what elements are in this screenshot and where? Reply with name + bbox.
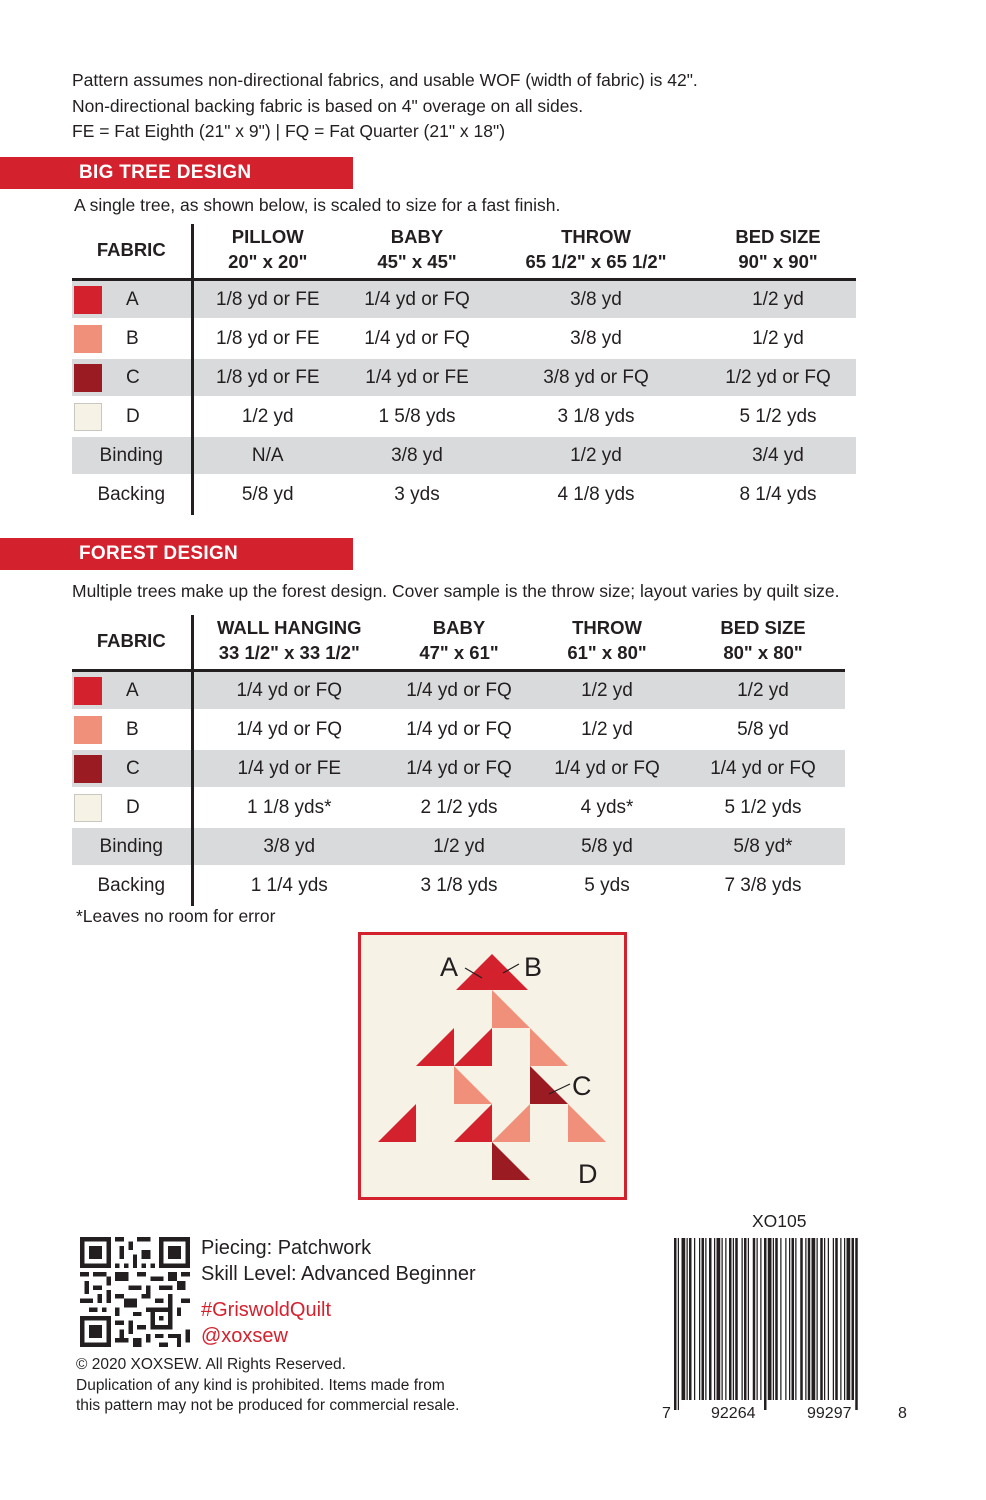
barcode-bar xyxy=(847,1238,851,1400)
barcode-bar xyxy=(824,1238,825,1400)
table-cell: 1/4 yd or FQ xyxy=(385,749,533,788)
table-row xyxy=(72,866,845,905)
barcode-bar xyxy=(835,1238,838,1400)
table-row xyxy=(72,397,856,436)
barcode-bar xyxy=(768,1238,772,1400)
tree-diagram xyxy=(358,932,627,1200)
table-cell: 1/2 yd xyxy=(492,436,700,475)
social-handle-link[interactable]: @xoxsew xyxy=(201,1325,288,1347)
table-row xyxy=(72,475,856,514)
barcode-bar xyxy=(709,1238,712,1400)
fabric-cell: D xyxy=(72,397,192,436)
fabric-cell: A xyxy=(72,280,192,320)
barcode-bar xyxy=(785,1238,786,1400)
barcode-bar xyxy=(744,1238,747,1400)
table-cell: 1/8 yd or FE xyxy=(192,358,342,397)
table-cell: 1/4 yd or FQ xyxy=(342,280,492,320)
table-cell: 1/4 yd or FQ xyxy=(385,671,533,711)
barcode-digit: 8 xyxy=(898,1405,907,1420)
table-cell: 5/8 yd* xyxy=(681,827,845,866)
table-cell: 1/4 yd or FQ xyxy=(192,671,385,711)
table-cell: N/A xyxy=(192,436,342,475)
intro-text xyxy=(72,68,698,145)
table-cell: 5/8 yd xyxy=(681,710,845,749)
barcode-bar xyxy=(742,1238,743,1400)
fabric-a-swatch xyxy=(74,677,102,705)
barcode-bar xyxy=(795,1238,796,1400)
table-cell: 1/2 yd xyxy=(385,827,533,866)
forest-banner: FOREST DESIGN xyxy=(0,538,353,570)
pattern-info xyxy=(201,1235,476,1349)
table-cell: 7 3/8 yds xyxy=(681,866,845,905)
barcode-digit-group: 92264 xyxy=(711,1405,756,1420)
barcode-bar xyxy=(775,1238,778,1400)
barcode-bar xyxy=(833,1238,834,1400)
hashtag-link[interactable]: #GriswoldQuilt xyxy=(201,1299,332,1321)
fabric-cell: C xyxy=(72,358,192,397)
barcode-bar xyxy=(828,1238,829,1400)
table-row xyxy=(72,436,856,475)
legal-line: this pattern may not be produced for commercial resale. xyxy=(76,1397,460,1414)
column-header: WALL HANGING 33 1/2" x 33 1/2" xyxy=(192,615,385,671)
table-cell: 1/4 yd or FE xyxy=(342,358,492,397)
table-cell: 1/2 yd xyxy=(681,671,845,711)
barcode-bar xyxy=(764,1238,767,1410)
barcode-digit: 7 xyxy=(662,1405,671,1420)
legal-line: Duplication of any kind is prohibited. Items made from xyxy=(76,1376,445,1394)
table-header-row xyxy=(72,224,856,280)
barcode-bar xyxy=(699,1238,700,1400)
fabric-cell: B xyxy=(72,710,192,749)
barcode-bar xyxy=(682,1238,686,1400)
table-cell: 3/8 yd or FQ xyxy=(492,358,700,397)
fabric-c-swatch xyxy=(74,755,102,783)
fabric-cell: A xyxy=(72,671,192,711)
forest-table xyxy=(72,615,845,906)
barcode-bar xyxy=(733,1238,734,1400)
barcode-bar xyxy=(780,1238,781,1400)
intro-line: FE = Fat Eighth (21" x 9") | FQ = Fat Quarter (21" x 18") xyxy=(72,121,506,141)
fabric-b-swatch xyxy=(74,325,102,353)
barcode-bar xyxy=(729,1238,732,1400)
label-b: B xyxy=(524,952,543,982)
skill-level-text: Skill Level: Advanced Beginner xyxy=(201,1263,476,1285)
barcode-bar xyxy=(792,1238,795,1400)
table-cell: 8 1/4 yds xyxy=(700,475,856,514)
intro-line: Pattern assumes non-directional fabrics, and usable WOF (width of fabric) is 42". xyxy=(72,70,698,90)
barcode-bar xyxy=(722,1238,723,1400)
barcode-bar xyxy=(674,1238,677,1410)
table-header-row xyxy=(72,615,845,671)
table-cell: 1/2 yd xyxy=(700,319,856,358)
column-header: PILLOW 20" x 20" xyxy=(192,224,342,280)
barcode-bar xyxy=(757,1238,758,1400)
table-cell: 1/2 yd or FQ xyxy=(700,358,856,397)
table-cell: 3/8 yd xyxy=(492,319,700,358)
big-tree-subtitle: A single tree, as shown below, is scaled to size for a fast finish. xyxy=(74,195,561,215)
barcode-bar xyxy=(760,1238,761,1400)
table-cell: 3/4 yd xyxy=(700,436,856,475)
table-cell: 1/4 yd or FQ xyxy=(192,710,385,749)
barcode-bar xyxy=(855,1238,858,1410)
barcode-bar xyxy=(694,1238,695,1400)
table-row xyxy=(72,280,856,320)
barcode-bar xyxy=(773,1238,774,1400)
table-cell: 1/2 yd xyxy=(192,397,342,436)
table-cell: 1/8 yd or FE xyxy=(192,319,342,358)
intro-line: Non-directional backing fabric is based on 4" overage on all sides. xyxy=(72,95,584,116)
table-row xyxy=(72,358,856,397)
fabric-cell: Binding xyxy=(72,827,192,866)
table-cell: 5 1/2 yds xyxy=(681,788,845,827)
fabric-d-swatch xyxy=(74,403,102,431)
barcode-bar xyxy=(702,1238,705,1400)
sku-code: XO105 xyxy=(752,1211,807,1231)
barcode-bar xyxy=(748,1238,749,1400)
table-cell: 1/4 yd or FQ xyxy=(342,319,492,358)
table-cell: 3 1/8 yds xyxy=(492,397,700,436)
table-cell: 5 yds xyxy=(533,866,681,905)
fabric-cell: Backing xyxy=(72,866,192,905)
label-d: D xyxy=(578,1159,598,1189)
fabric-cell: Binding xyxy=(72,436,192,475)
barcode-bar xyxy=(678,1238,679,1410)
table-row xyxy=(72,710,845,749)
fabric-header: FABRIC xyxy=(72,615,192,671)
table-cell: 5/8 yd xyxy=(192,475,342,514)
column-header: BED SIZE 90" x 90" xyxy=(700,224,856,280)
table-cell: 4 1/8 yds xyxy=(492,475,700,514)
qr-code[interactable] xyxy=(80,1237,190,1347)
table-cell: 1/4 yd or FQ xyxy=(385,710,533,749)
table-cell: 3/8 yd xyxy=(192,827,385,866)
table-row xyxy=(72,319,856,358)
column-header: BABY 47" x 61" xyxy=(385,615,533,671)
label-a: A xyxy=(440,952,459,982)
table-row xyxy=(72,749,845,788)
table-cell: 1/4 yd or FE xyxy=(192,749,385,788)
barcode-bar xyxy=(717,1238,721,1400)
fabric-a-swatch xyxy=(74,286,102,314)
barcode-bar xyxy=(817,1238,818,1400)
barcode-bar xyxy=(687,1238,688,1400)
table-cell: 5/8 yd xyxy=(533,827,681,866)
forest-subtitle: Multiple trees make up the forest design. Cover sample is the throw size; layout varies by quilt size. xyxy=(72,581,840,601)
table-cell: 3 yds xyxy=(342,475,492,514)
table-cell: 1/2 yd xyxy=(700,280,856,320)
table-row xyxy=(72,827,845,866)
table-cell: 1/4 yd or FQ xyxy=(681,749,845,788)
column-header: BED SIZE 80" x 80" xyxy=(681,615,845,671)
barcode-bar xyxy=(753,1238,756,1400)
table-cell: 3/8 yd xyxy=(342,436,492,475)
barcode-bar xyxy=(840,1238,841,1400)
table-cell: 2 1/2 yds xyxy=(385,788,533,827)
copyright-line: © 2020 XOXSEW. All Rights Reserved. xyxy=(76,1356,346,1373)
barcode-bar xyxy=(725,1238,726,1400)
barcode-bar xyxy=(805,1238,806,1400)
big-tree-table xyxy=(72,224,856,515)
table-cell: 1/2 yd xyxy=(533,710,681,749)
barcode-bar xyxy=(852,1238,855,1400)
barcode-digit-group: 99297 xyxy=(807,1405,852,1420)
big-tree-banner: BIG TREE DESIGN xyxy=(0,157,353,189)
fabric-cell: Backing xyxy=(72,475,192,514)
table-cell: 3/8 yd xyxy=(492,280,700,320)
table-cell: 1 1/8 yds* xyxy=(192,788,385,827)
barcode-bar xyxy=(789,1238,790,1400)
barcode-bar xyxy=(714,1238,715,1400)
table-cell: 1 1/4 yds xyxy=(192,866,385,905)
barcode xyxy=(660,1238,910,1420)
footnote: *Leaves no room for error xyxy=(76,906,276,926)
table-row xyxy=(72,788,845,827)
fabric-cell: D xyxy=(72,788,192,827)
table-cell: 1/2 yd xyxy=(533,671,681,711)
barcode-bar xyxy=(705,1238,706,1400)
table-row xyxy=(72,671,845,711)
fabric-c-swatch xyxy=(74,364,102,392)
label-c: C xyxy=(572,1071,592,1101)
table-cell: 4 yds* xyxy=(533,788,681,827)
legal-text xyxy=(76,1355,459,1417)
barcode-bar xyxy=(844,1238,845,1400)
column-header: BABY 45" x 45" xyxy=(342,224,492,280)
table-cell: 3 1/8 yds xyxy=(385,866,533,905)
table-cell: 1/4 yd or FQ xyxy=(533,749,681,788)
fabric-b-swatch xyxy=(74,716,102,744)
table-cell: 5 1/2 yds xyxy=(700,397,856,436)
piecing-text: Piecing: Patchwork xyxy=(201,1237,372,1259)
fabric-cell: B xyxy=(72,319,192,358)
table-cell: 1/8 yd or FE xyxy=(192,280,342,320)
column-header: THROW 61" x 80" xyxy=(533,615,681,671)
barcode-bar xyxy=(735,1238,738,1400)
fabric-d-swatch xyxy=(74,794,102,822)
fabric-cell: C xyxy=(72,749,192,788)
table-cell: 1 5/8 yds xyxy=(342,397,492,436)
column-header: THROW 65 1/2" x 65 1/2" xyxy=(492,224,700,280)
barcode-bar xyxy=(812,1238,816,1400)
fabric-header: FABRIC xyxy=(72,224,192,280)
barcode-bar xyxy=(800,1238,803,1400)
barcode-bar xyxy=(820,1238,823,1400)
barcode-bar xyxy=(808,1238,811,1400)
barcode-bar xyxy=(689,1238,692,1400)
